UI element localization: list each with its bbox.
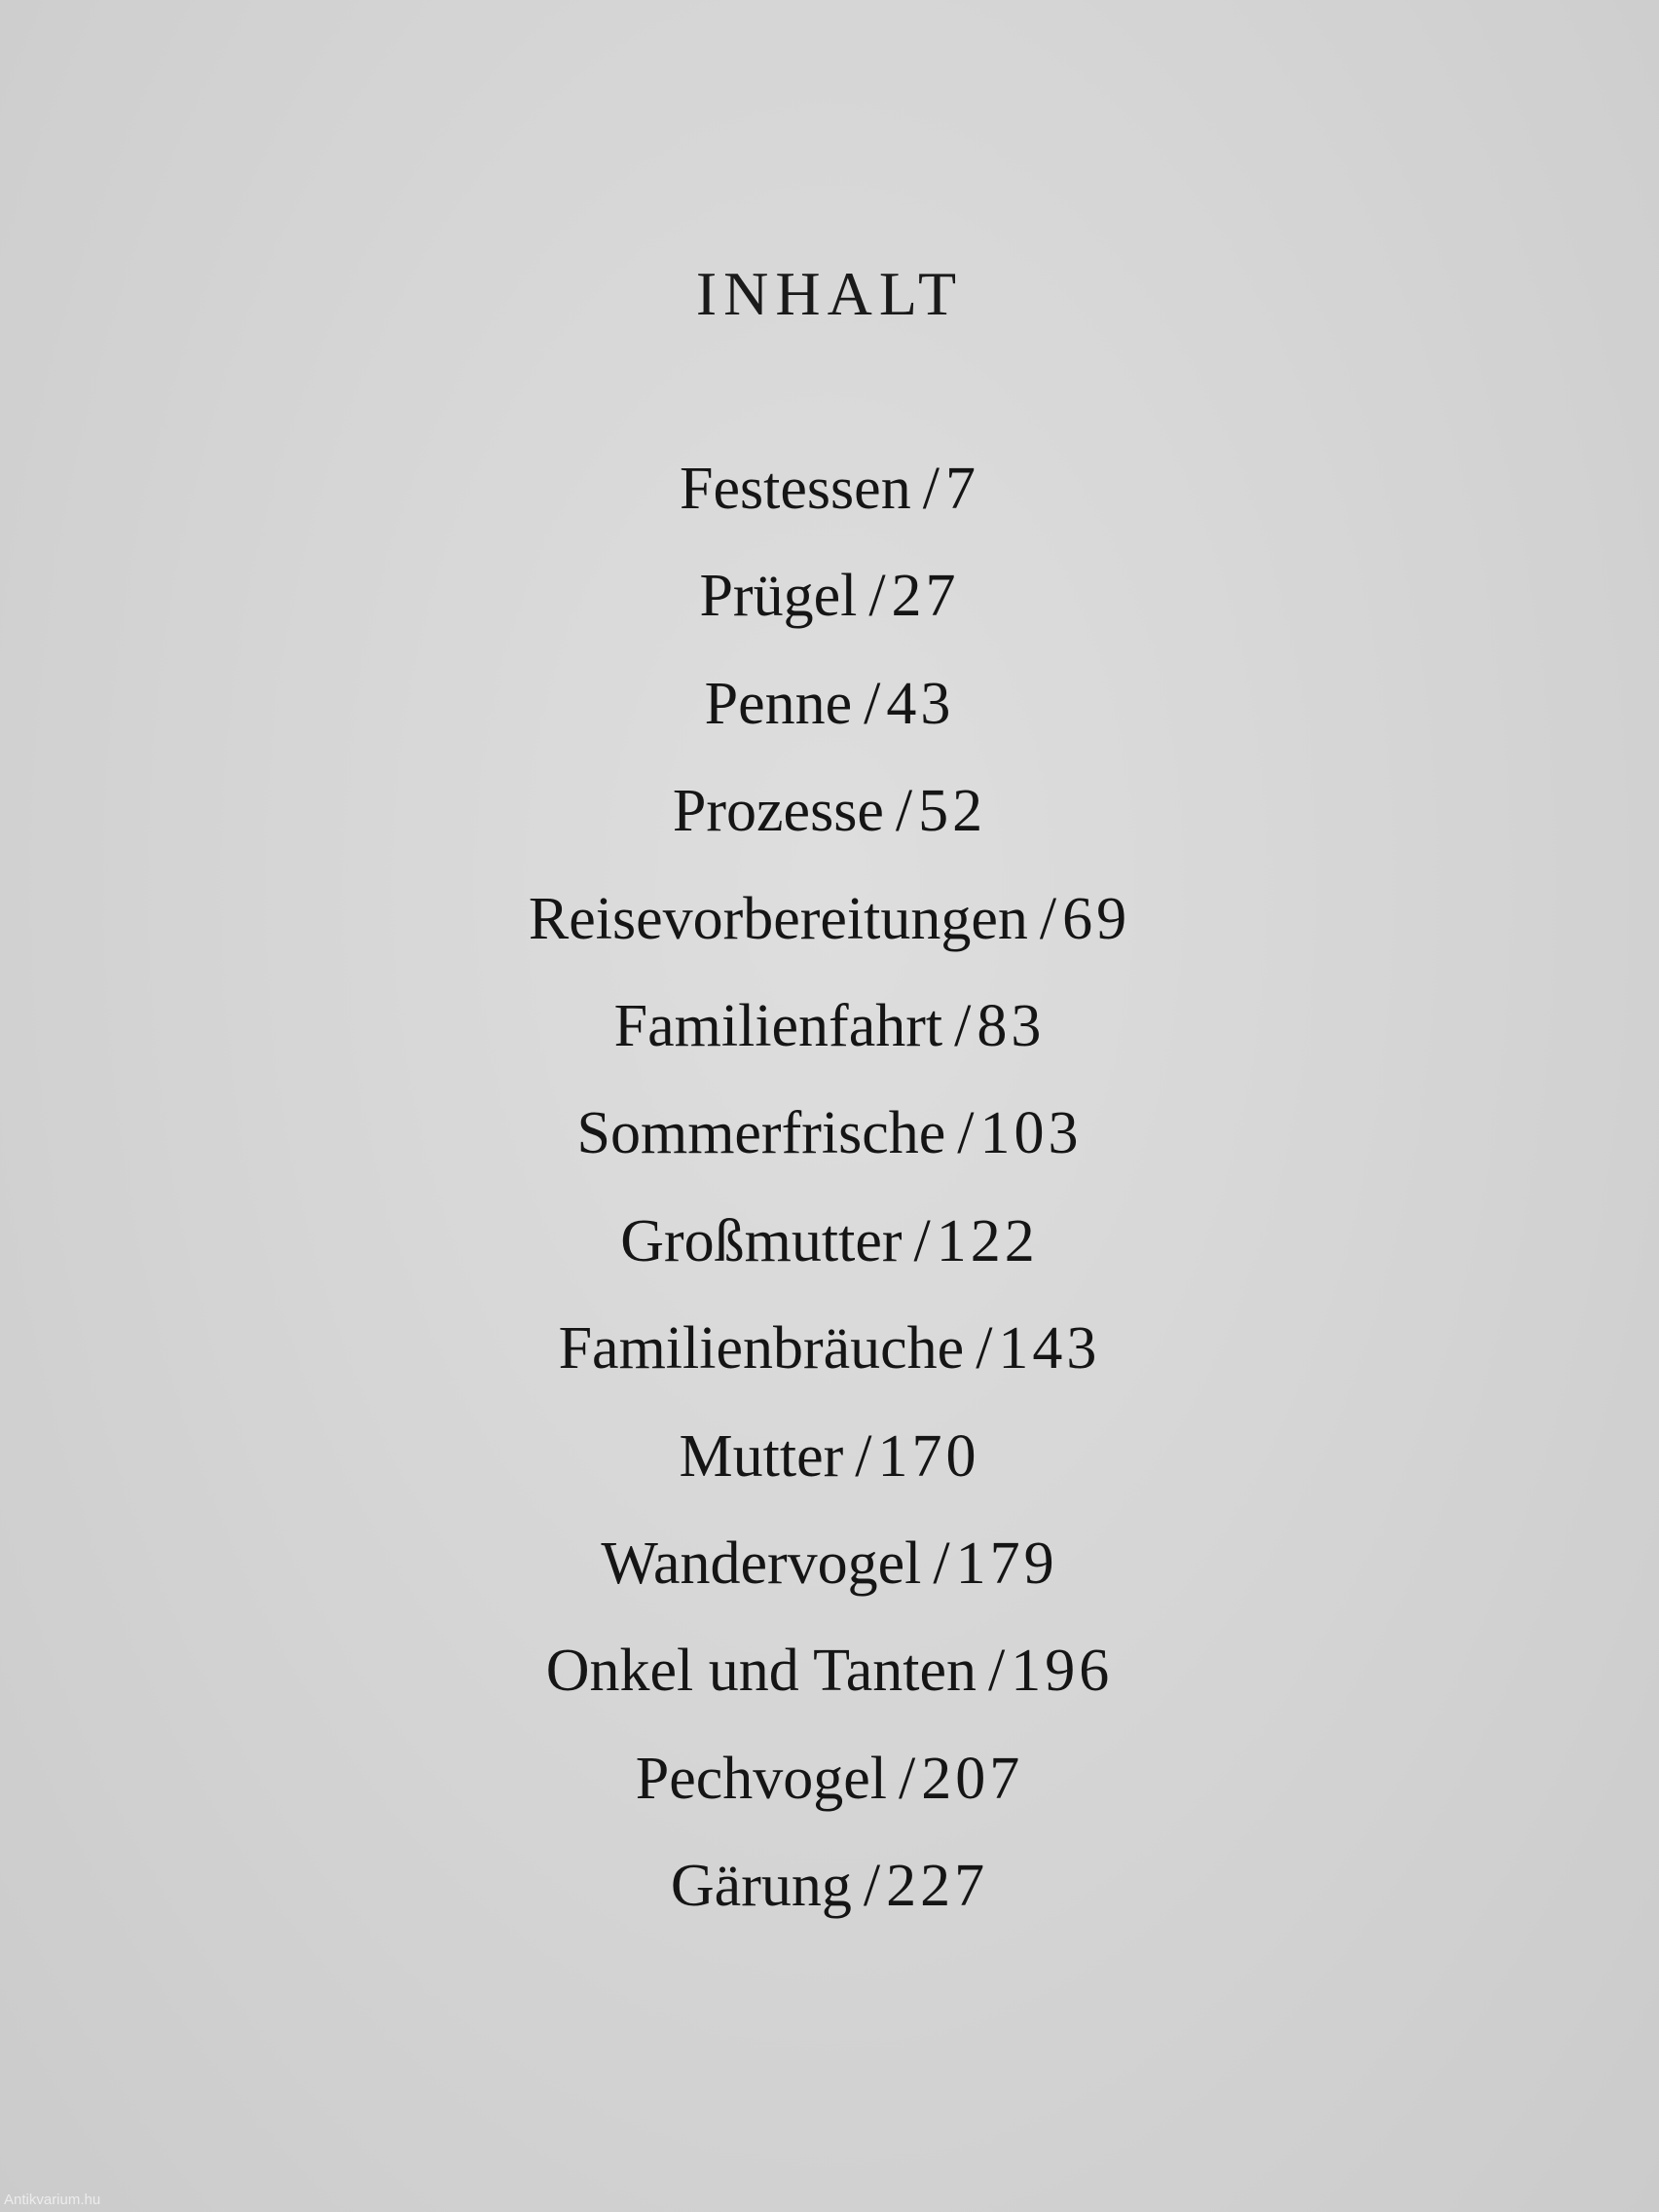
toc-separator: / — [895, 778, 913, 845]
toc-entry — [0, 1202, 1659, 1309]
toc-entry-page: 83 — [977, 992, 1046, 1059]
toc-entry-title: Penne — [704, 670, 853, 737]
toc-entry-title: Großmutter — [620, 1207, 903, 1274]
watermark: Antikvarium.hu — [4, 2192, 101, 2208]
toc-entry-title: Sommerfrische — [576, 1100, 946, 1167]
toc-separator: / — [1039, 885, 1057, 952]
toc-separator: / — [922, 456, 940, 522]
toc-entry-title: Mutter — [679, 1422, 844, 1490]
toc-entry-title: Familienbräuche — [558, 1315, 965, 1382]
toc-entry-page: 170 — [877, 1422, 980, 1490]
toc-separator: / — [976, 1315, 993, 1382]
toc-entry-page: 43 — [886, 670, 955, 737]
toc-entry-page: 143 — [998, 1315, 1101, 1382]
toc-entry-title: Familienfahrt — [613, 992, 943, 1059]
toc-entry — [0, 880, 1659, 987]
toc-entry — [0, 1094, 1659, 1201]
toc-entry — [0, 1418, 1659, 1525]
toc-separator: / — [863, 1853, 881, 1920]
toc-entry — [0, 1525, 1659, 1632]
toc-entry-title: Onkel und Tanten — [545, 1638, 977, 1705]
table-of-contents — [0, 450, 1659, 1954]
page-title: INHALT — [695, 259, 964, 328]
toc-entry-page: 27 — [891, 563, 960, 630]
toc-entry-page: 207 — [921, 1745, 1024, 1812]
toc-separator: / — [987, 1638, 1006, 1705]
toc-entry-page: 179 — [955, 1530, 1058, 1597]
toc-entry — [0, 772, 1659, 879]
toc-entry-page: 122 — [936, 1207, 1039, 1274]
toc-entry-page: 103 — [979, 1100, 1083, 1167]
toc-entry-page: 196 — [1011, 1638, 1114, 1705]
toc-entry — [0, 1847, 1659, 1954]
toc-entry — [0, 1632, 1659, 1739]
toc-entry-page: 52 — [918, 778, 987, 845]
toc-separator: / — [957, 1100, 975, 1167]
toc-entry-page: 7 — [944, 456, 979, 522]
toc-separator: / — [899, 1745, 916, 1812]
toc-separator: / — [913, 1207, 931, 1274]
toc-entry-title: Wandervogel — [601, 1530, 922, 1597]
toc-entry — [0, 1740, 1659, 1847]
toc-entry-title: Reisevorbereitungen — [528, 885, 1028, 952]
toc-separator: / — [933, 1530, 950, 1597]
toc-entry — [0, 450, 1659, 557]
toc-entry — [0, 557, 1659, 664]
toc-entry-title: Pechvogel — [635, 1745, 888, 1812]
toc-separator: / — [864, 670, 881, 737]
toc-entry-title: Gärung — [670, 1853, 852, 1920]
toc-separator: / — [855, 1422, 872, 1490]
toc-separator: / — [954, 992, 972, 1059]
toc-entry-title: Prügel — [699, 563, 858, 630]
toc-entry-page: 69 — [1062, 885, 1131, 952]
toc-entry-title: Prozesse — [672, 778, 884, 845]
toc-entry — [0, 1309, 1659, 1417]
toc-entry-title: Festessen — [680, 456, 911, 522]
toc-entry — [0, 665, 1659, 772]
toc-entry — [0, 987, 1659, 1094]
toc-separator: / — [868, 563, 886, 630]
toc-entry-page: 227 — [886, 1853, 989, 1920]
